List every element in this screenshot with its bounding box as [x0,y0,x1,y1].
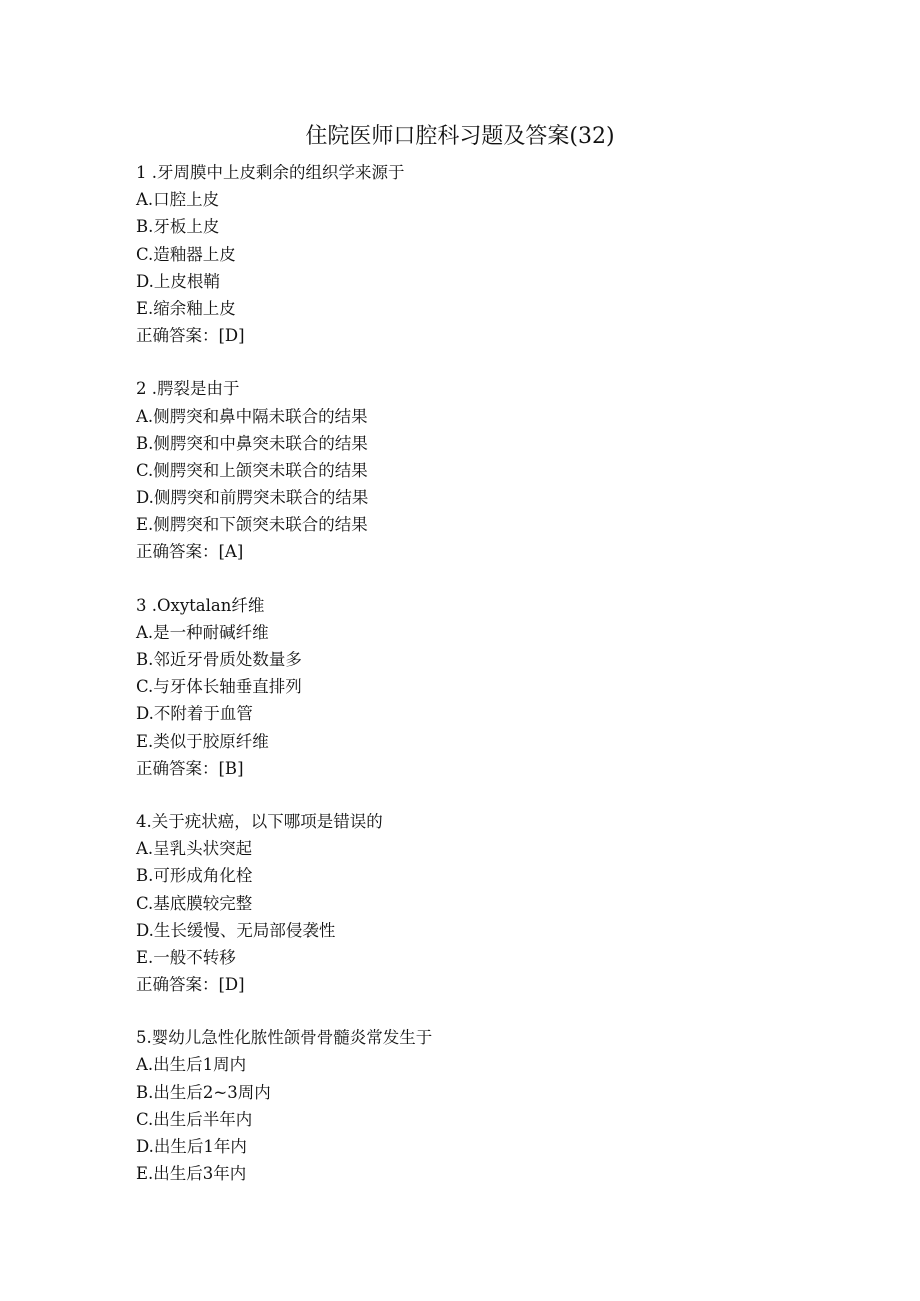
question-list [136,159,836,1213]
option-b: B.邻近牙骨质处数量多 [136,650,302,669]
question-2 [136,375,836,565]
correct-answer: 正确答案：[D] [136,326,245,346]
option-e: E.一般不转移 [136,947,236,967]
correct-answer: 正确答案：[A] [136,542,244,562]
question-3 [136,592,836,782]
option-a: A.呈乳头状突起 [136,839,253,859]
option-a: A.是一种耐碱纤维 [136,622,269,642]
document-title: 住院医师口腔科习题及答案(32) [305,124,615,149]
question-stem: 1 .牙周膜中上皮剩余的组织学来源于 [136,163,405,182]
option-a: A.口腔上皮 [136,190,220,210]
option-d: D.上皮根鞘 [136,271,220,291]
option-c: C.基底膜较完整 [136,893,253,913]
option-e: E.侧腭突和下颌突未联合的结果 [136,515,368,535]
option-b: B.出生后2~3周内 [136,1082,271,1102]
option-d: D.侧腭突和前腭突未联合的结果 [136,488,369,508]
option-c: C.与牙体长轴垂直排列 [136,677,302,697]
option-e: E.类似于胶原纤维 [136,731,269,751]
question-5 [136,1024,836,1187]
option-d: D.不附着于血管 [136,704,253,724]
option-a: A.侧腭突和鼻中隔未联合的结果 [136,406,368,426]
question-stem: 3 .Oxytalan纤维 [136,595,265,615]
option-a: A.出生后1周内 [136,1055,247,1075]
correct-answer: 正确答案：[B] [136,758,244,778]
option-e: E.出生后3年内 [136,1164,247,1184]
option-b: B.侧腭突和中鼻突未联合的结果 [136,433,368,453]
question-1 [136,159,836,349]
option-c: C.侧腭突和上颌突未联合的结果 [136,460,368,480]
option-c: C.造釉器上皮 [136,244,236,264]
question-4 [136,808,836,998]
option-c: C.出生后半年内 [136,1109,253,1129]
option-b: B.牙板上皮 [136,217,220,237]
option-d: D.出生后1年内 [136,1137,247,1156]
question-stem: 5.婴幼儿急性化脓性颌骨骨髓炎常发生于 [136,1028,433,1048]
correct-answer: 正确答案：[D] [136,975,245,995]
option-b: B.可形成角化栓 [136,866,253,886]
question-stem: 2 .腭裂是由于 [136,379,240,399]
option-e: E.缩余釉上皮 [136,298,236,318]
option-d: D.生长缓慢、无局部侵袭性 [136,920,336,940]
question-stem: 4.关于疣状癌，以下哪项是错误的 [136,811,383,831]
